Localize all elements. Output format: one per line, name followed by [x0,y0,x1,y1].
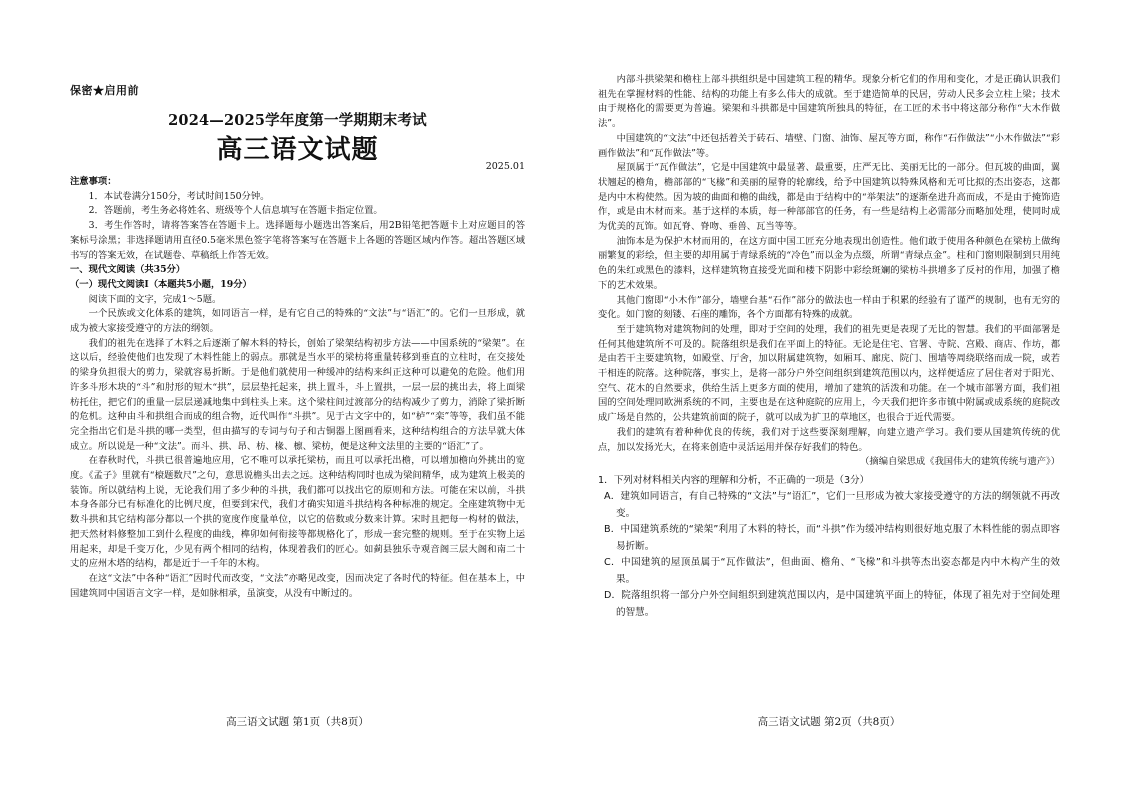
passage-paragraph: 内部斗拱梁架和檐柱上部斗拱组织是中国建筑工程的精华。现象分析它们的作用和变化，才是正确认识我们祖先在掌握材料的性能、结构的功能上有多么伟大的成就。至于建造简单的民居，劳动人民多会立柱上梁；技术由于规格化的需要更为普遍。梁架和斗拱都是中国建筑所独具的特征，在工匠的术书中将这部分称作“大木作做法”。 [598,74,1060,130]
passage-paragraph: 在春秋时代，斗拱已很普遍地应用，它不唯可以承托梁枋，而且可以承托出檐，可以增加檐向外挑出的宽度。《孟子》里就有“榱题数尺”之句，意思说檐头出去之远。这种结构同时也成为梁间精华，成为建筑上极美的装饰。所以就结构上说，无论我们用了多少种的斗拱，我们都可以找出它的原则和方法。可能在宋以前，斗拱本身各部分已有标准化的比例尺度，但要到宋代，我们才确实知道斗拱结构各种标准的规定。全座建筑物中无数斗拱和其它结构部分都以一个拱的宽度作度量单位，以它的倍数或分数来计算。宋时且把每一构材的做法，把天然材料修整加工到什么程度的曲线，榫卯如何衔接等都规格化了，形成一套完整的规则。至于在实物上运用起来，却是千变万化，少见有两个相同的结构，体现着我们的匠心。如蓟县独乐寺观音阁三层大阁和南二十丈的应州木塔的结构，都是近于一千年的木构。 [70,455,525,570]
reading-instruction: 阅读下面的文字，完成1～5题。 [88,293,222,305]
note-item: 2．答题前，考生务必将姓名、班级等个人信息填写在答题卡指定位置。 [88,205,383,217]
question-1 [598,473,1060,622]
subsection-heading: （一）现代文阅读I（本题共5小题，19分） [70,278,252,290]
right-page [598,0,1060,794]
confidential-label: 保密★启用前 [70,84,139,97]
question-stem: 1．下列对材料相关内容的理解和分析，不正确的一项是（3分） [598,474,870,486]
exam-title: 2024—2025学年度第一学期期末考试 [168,112,427,129]
exam-date: 2025.01 [485,161,525,172]
left-page [70,0,525,794]
question-option-a: A．建筑如同语言，有自己特殊的“文法”与“语汇”，它们一旦形成为被大家接受遵守的方法的纲领就不再改变。 [604,491,1060,519]
passage-paragraph: 其他门窗即“小木作”部分，墙壁台基“石作”部分的做法也一样由于积累的经验有了谨严的规制，也有无穷的变化。如门窗的刻镂、石座的雕饰，各个方面都有特殊的成就。 [598,294,1060,321]
passage-paragraph: 至于建筑物对建筑物间的处理，即对于空间的处理，我们的祖先更是表现了无比的智慧。我们的平面部署是任何其他建筑所不可及的。院落组织是我们在平面上的特征。无论是住宅、官署、寺院、宫殿、商店、作坊，都是由若干主要建筑物，如殿堂、厅舍，加以附属建筑物，如厢耳、廊庑、院门、围墙等周绕联络而成一院，或若干相连的院落。这种院落，事实上，是将一部分户外空间组织到建筑范围以内，这样便适应了居住者对于阳光、空气、花木的自然要求，供给生活上更多方面的使用，增加了建筑的活泼和功能。在一个城市部署方面，我们祖国的空间处理同欧洲系统的不同，主要也是在这种庭院的应用上，今天我们把许多市镇中附属或成系统的庭院改成广场是自然的，公共建筑前面的院子，就可以成为扩卫的草地区，也很合于近代需要。 [598,323,1060,424]
notes-heading: 注意事项： [70,176,117,187]
source-citation: （摘编自梁思成《我国伟大的建筑传统与遗产》） [860,456,1060,468]
note-item: 1．本试卷满分150分，考试时间150分钟。 [88,190,270,202]
page-footer: 高三语文试题 第1页（共8页） [226,716,369,728]
left-body [70,175,525,601]
page-footer: 高三语文试题 第2页（共8页） [757,716,901,728]
main-title: 高三语文试题 [216,135,379,165]
passage-paragraph: 一个民族或文化体系的建筑，如同语言一样，是有它自己的特殊的“文法”与“语汇”的。它们一旦形成，就成为被大家接受遵守的方法的纲领。 [70,308,525,335]
right-body [598,73,1060,621]
section-heading: 一、现代文阅读（共35分） [70,264,186,276]
question-option-b: B．中国建筑系统的“梁架”利用了木料的特长，而“斗拱”作为缓冲结构则很好地克服了木料性能的弱点即容易折断。 [604,524,1060,552]
passage-paragraph: 屋顶属于“瓦作做法”，它是中国建筑中最显著、最重要，庄严无比、美丽无比的一部分。但瓦坡的曲面，翼状翘起的檐角，檐部部的“飞椽”和美丽的屋脊的轮廓线，给予中国建筑以特殊风格和无可比拟的杰出姿态，这都是内中木构使然。因为坡的曲面和檐的曲线，都是由于结构中的“举架法”的逐渐垒进升高而成，不是由于掩饰造作，或是由木材而来。基于这样的本质，每一种部部官的任务，有一些是结构上必需部分而略加处理，使同时成为优美的瓦饰。如瓦脊、脊吻、垂兽、瓦当等等。 [598,162,1060,233]
passage-paragraph: 油饰本是为保护木材而用的，在这方面中国工匠充分地表现出创造性。他们敢于使用各种颜色在梁枋上做绚丽繁复的彩绘，但主要的却用属于青绿系统的“冷色”而以金为点缀，所谓“青绿点金”。柱和门窗则限制到只用纯色的朱红或黑色的漆料，这样建筑物直接受光面和楼下阴影中彩绘斑斓的梁枋斗拱增多了反衬的作用，加强了檐下的艺术效果。 [598,235,1060,291]
question-option-d: D．院落组织将一部分户外空间组织到建筑范围以内，是中国建筑平面上的特征，体现了祖先对于空间处理的智慧。 [604,590,1060,618]
passage-paragraph: 我们的祖先在选择了木料之后逐渐了解木料的特长，创始了梁架结构初步方法——中国系统的“梁架”。在这以后，经验使他们也发现了木料性能上的弱点。那就是当水平的梁枋将重量转移到垂直的立柱时，在交接处的梁身负担很大的剪力，梁就容易折断。于是他们就使用一种缓冲的结构来纠正这种可以避免的危险。他们用许多斗形木块的“斗”和肘形的短木“拱”，层层垫托起来，拱上置斗，斗上置拱，一层一层的挑出去，将上面梁枋托住，把它们的重量一层层递减地集中到柱头上来。这个梁柱间过渡部分的结构减少了剪力，消除了梁折断的危机。这种由斗和拱组合而成的组合物，近代叫作“斗拱”。见于古文字中的，如“栌”“栾”等等，我们虽不能完全指出它们是斗拱的哪一类型，但由描写的专词与句子和古铜器上图画看来，这种结构组合的方法早就大体成立。所以说是一种“文法”。而斗、拱、昂、枋、椽、檩、梁枋，便是这种文法里的主要的“语汇”了。 [70,337,525,452]
passage-paragraph: 中国建筑的“文法”中还包括着关于砖石、墙壁、门窗、油饰、屋瓦等方面，称作“石作做法”“小木作做法”“彩画作做法”和“瓦作做法”等。 [598,132,1060,159]
passage-paragraph: 我们的建筑有着种种优良的传统，我们对于这些要深刻理解，向建立遗产学习。我们要从国建筑传统的优点，加以发扬光大，在将来创造中灵活运用并保存好我们的特色。 [598,426,1060,453]
passage-paragraph: 在这“文法”中各种“语汇”因时代而改变，“文法”亦略见改变，因而决定了各时代的特征。但在基本上，中国建筑同中国语言文字一样，是如脉相承，虽演变，从没有中断过的。 [70,572,525,599]
note-item: 3．考生作答时，请将答案答在答题卡上。选择题每小题选出答案后，用2B铅笔把答题卡上对应题目的答案标号涂黑；非选择题请用直径0.5毫米黑色签字笔将答案写在答题卡上各题的答题区域内作答。超出答题区域书写的答案无效，在试题卷、草稿纸上作答无效。 [70,220,525,261]
question-option-c: C．中国建筑的屋顶虽属于“瓦作做法”，但曲面、檐角、“飞椽”和斗拱等杰出姿态都是内中木构产生的效果。 [604,557,1060,585]
